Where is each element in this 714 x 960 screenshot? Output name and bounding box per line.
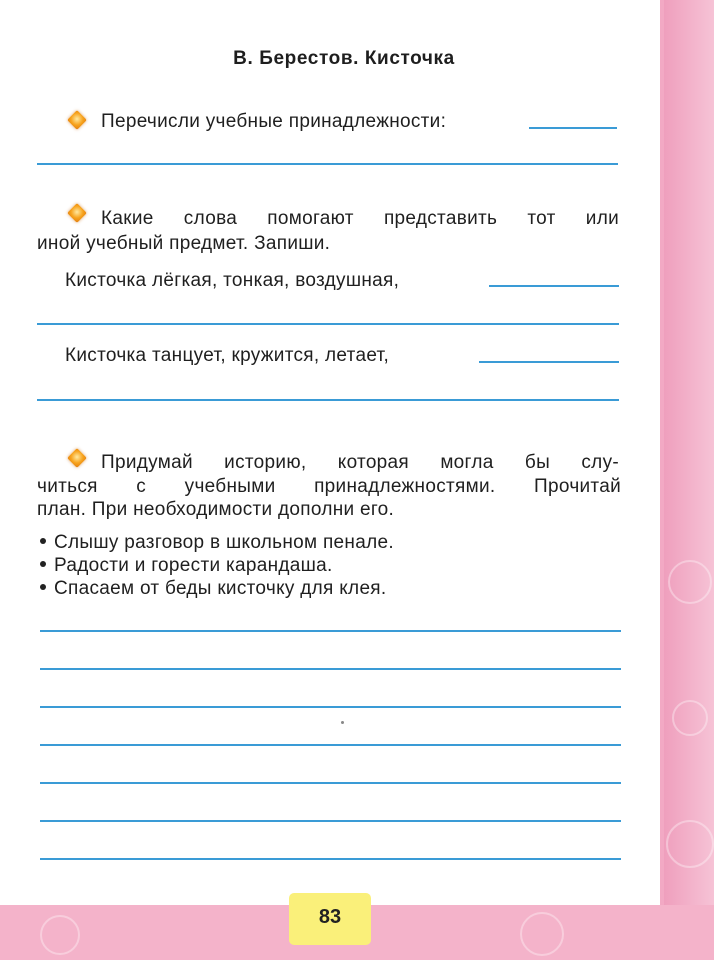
plan-item-text: Слышу разговор в школьном пенале. <box>54 532 394 553</box>
page-title: В. Берестов. Кисточка <box>233 48 455 69</box>
task-marker-icon <box>67 203 87 223</box>
answer-line[interactable] <box>479 361 619 363</box>
decor-swirl <box>668 560 712 604</box>
answer-line[interactable] <box>37 323 619 325</box>
answer-line[interactable] <box>40 630 621 632</box>
page-number: 83 <box>318 906 342 928</box>
bullet-icon <box>40 561 46 567</box>
answer-line[interactable] <box>40 782 621 784</box>
bullet-icon <box>40 538 46 544</box>
task3-prompt-line3: план. При необходимости дополни его. <box>37 499 395 520</box>
answer-line[interactable] <box>40 668 621 670</box>
answer-line[interactable] <box>529 127 617 129</box>
decor-swirl <box>520 912 564 956</box>
task-marker-icon <box>67 448 87 468</box>
task-marker-icon <box>67 110 87 130</box>
plan-item <box>40 555 333 577</box>
task2-prompt-line1: Какие слова помогают представить тот или <box>101 208 619 229</box>
answer-line[interactable] <box>40 744 621 746</box>
plan-item <box>40 532 394 554</box>
answer-line[interactable] <box>37 163 618 165</box>
task2-example2: Кисточка танцует, кружится, летает, <box>65 345 390 366</box>
answer-line[interactable] <box>40 820 621 822</box>
bullet-icon <box>40 584 46 590</box>
task3-prompt-line2: читься с учебными принадлежностями. Прочитай <box>37 476 621 497</box>
decor-swirl <box>672 700 708 736</box>
answer-line[interactable] <box>40 858 621 860</box>
task2-prompt-line2: иной учебный предмет. Запиши. <box>37 233 331 254</box>
task3-prompt-line1: Придумай историю, которая могла бы слу- <box>101 452 619 473</box>
answer-line[interactable] <box>489 285 619 287</box>
decor-swirl <box>666 820 714 868</box>
task2-example1: Кисточка лёгкая, тонкая, воздушная, <box>65 270 400 291</box>
answer-line[interactable] <box>40 706 621 708</box>
answer-line[interactable] <box>37 399 619 401</box>
plan-item <box>40 578 386 600</box>
plan-item-text: Спасаем от беды кисточку для клея. <box>54 578 387 599</box>
page-border-right <box>664 0 714 960</box>
task1-prompt: Перечисли учебные принадлежности: <box>101 111 447 132</box>
plan-item-text: Радости и горести карандаша. <box>54 555 333 576</box>
print-speck <box>341 721 344 724</box>
decor-swirl <box>40 915 80 955</box>
